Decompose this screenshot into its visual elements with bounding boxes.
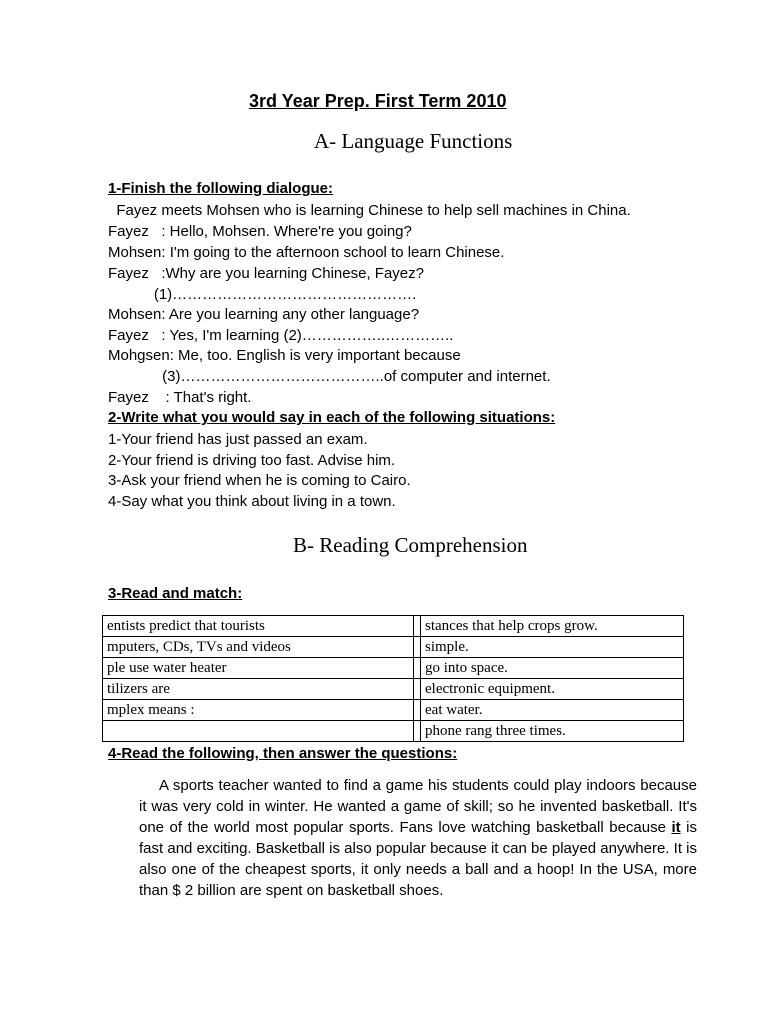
dialogue-line: Fayez : Yes, I'm learning (2)……………..…………..: [108, 327, 454, 344]
match-left-cell: mplex means :: [103, 700, 414, 721]
match-right-cell: go into space.: [421, 658, 684, 679]
match-right-cell: phone rang three times.: [421, 721, 684, 742]
question-3-heading: 3-Read and match:: [108, 585, 243, 602]
passage-text: is fast and exciting. Basketball is also popular because it can be played anywhere. It is also one of the cheapest sports, it only needs a ball and a hoop! In the USA, more than $ 2 billion are spent on basketball shoes.: [139, 819, 698, 899]
match-right-cell: eat water.: [421, 700, 684, 721]
match-blank-cell: [414, 679, 421, 700]
reading-passage: [139, 775, 697, 901]
situation-item: 3-Ask your friend when he is coming to Cairo.: [108, 472, 411, 489]
table-row: [103, 616, 684, 637]
passage-text: A sports teacher wanted to find a game his students could play indoors because it was very cold in winter. He wanted a game of skill; so he invented basketball. It's one of the world most popular sports. Fans love watching basketball because: [139, 777, 697, 836]
match-right-cell: stances that help crops grow.: [421, 616, 684, 637]
dialogue-line: (1)………………………………………….: [108, 286, 417, 303]
match-blank-cell: [414, 658, 421, 679]
table-row: [103, 700, 684, 721]
dialogue-line: Fayez : Hello, Mohsen. Where're you going?: [108, 223, 412, 240]
question-4-heading: 4-Read the following, then answer the questions:: [108, 745, 458, 762]
section-b-heading: B- Reading Comprehension: [293, 533, 528, 557]
passage-underlined-word: it: [671, 819, 681, 836]
match-left-cell: tilizers are: [103, 679, 414, 700]
dialogue-line: Fayez : That's right.: [108, 389, 252, 406]
match-blank-cell: [414, 721, 421, 742]
dialogue-line: Mohsen: I'm going to the afternoon school to learn Chinese.: [108, 244, 505, 261]
match-table: [102, 615, 684, 742]
match-right-cell: simple.: [421, 637, 684, 658]
dialogue-line: (3)…………………………………..of computer and internet.: [108, 368, 551, 385]
dialogue-line: Fayez :Why are you learning Chinese, Fayez?: [108, 265, 424, 282]
situation-item: 4-Say what you think about living in a town.: [108, 493, 396, 510]
table-row: [103, 721, 684, 742]
situation-item: 2-Your friend is driving too fast. Advise him.: [108, 452, 396, 469]
match-right-cell: electronic equipment.: [421, 679, 684, 700]
match-left-cell: entists predict that tourists: [103, 616, 414, 637]
question-2-heading: 2-Write what you would say in each of the following situations:: [108, 409, 556, 426]
dialogue-line: Fayez meets Mohsen who is learning Chinese to help sell machines in China.: [108, 202, 631, 219]
page-title: 3rd Year Prep. First Term 2010: [249, 91, 507, 111]
match-left-cell: [103, 721, 414, 742]
dialogue-line: Mohsen: Are you learning any other language?: [108, 306, 420, 323]
dialogue-line: Mohgsen: Me, too. English is very important because: [108, 347, 461, 364]
match-left-cell: mputers, CDs, TVs and videos: [103, 637, 414, 658]
table-row: [103, 658, 684, 679]
question-1-heading: 1-Finish the following dialogue:: [108, 180, 333, 197]
table-row: [103, 637, 684, 658]
match-blank-cell: [414, 637, 421, 658]
match-blank-cell: [414, 700, 421, 721]
match-left-cell: ple use water heater: [103, 658, 414, 679]
situation-item: 1-Your friend has just passed an exam.: [108, 431, 368, 448]
table-row: [103, 679, 684, 700]
section-a-heading: A- Language Functions: [314, 129, 513, 153]
match-blank-cell: [414, 616, 421, 637]
